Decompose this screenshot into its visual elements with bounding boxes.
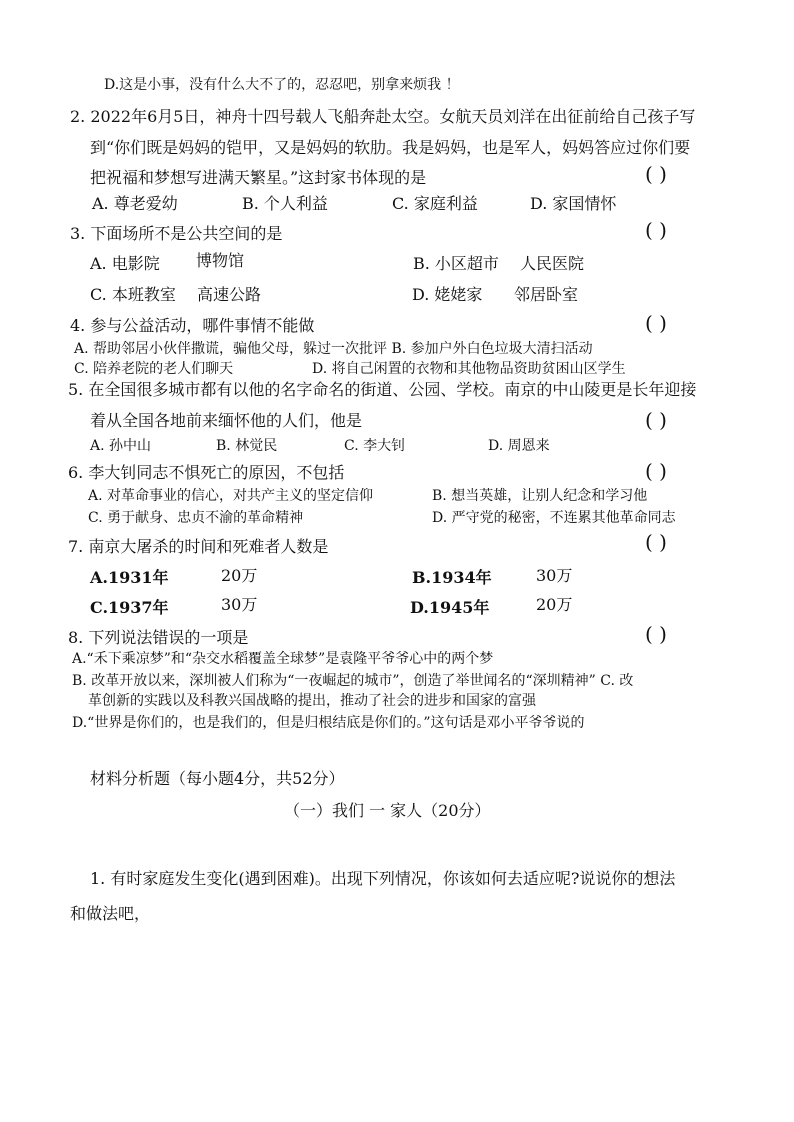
analysis-q1-line2: 和做法吧， (70, 904, 151, 923)
q7-option-b-num: 30万 (536, 566, 573, 585)
q2-option-a: A. 尊老爱幼 (92, 194, 178, 213)
q6-option-c: C. 勇于献身、忠贞不渝的革命精神 (88, 510, 304, 526)
q7-option-c-num: 30万 (221, 595, 258, 614)
q2-option-c: C. 家庭利益 (392, 194, 478, 213)
q8-option-b-line2: 革创新的实践以及科教兴国战略的提出，推动了社会的进步和国家的富强 (88, 693, 536, 709)
q7-option-a-year: A.1931年 (90, 568, 169, 587)
q3-option-c: C. 本班教室 (90, 285, 176, 304)
q4-option-c: C. 陪养老院的老人们聊天 (74, 361, 234, 377)
q3-option-a-second: 博物馆 (196, 251, 245, 270)
q3-option-b: B. 小区超市 (413, 254, 499, 273)
q4-stem: 4. 参与公益活动，哪件事情不能做 (70, 316, 315, 335)
q3-option-d-second: 邻居卧室 (514, 285, 579, 304)
q5-option-c: C. 李大钊 (344, 438, 406, 454)
analysis-q1-line1: 1. 有时家庭发生变化(遇到困难)。出现下列情况，你该如何去适应呢?说说你的想法 (90, 869, 676, 888)
q2-stem-line1: 2. 2022年6月5日，神舟十四号载人飞船奔赴太空。女航天员刘洋在出征前给自己孩子写 (70, 107, 696, 126)
q5-stem-line2: 着从全国各地前来缅怀他的人们，他是 (90, 411, 363, 430)
q2-option-b: B. 个人利益 (242, 194, 328, 213)
q7-option-b-year: B.1934年 (412, 568, 492, 587)
q2-option-d: D. 家国情怀 (530, 194, 617, 213)
q2-stem-line3: 把祝福和梦想写进满天繁星。”这封家书体现的是 (90, 168, 427, 187)
q5-option-a: A. 孙中山 (90, 438, 152, 454)
q7-stem: 7. 南京大屠杀的时间和死难者人数是 (68, 537, 329, 556)
q8-stem: 8. 下列说法错误的一项是 (68, 628, 249, 647)
q7-option-c-year: C.1937年 (90, 598, 169, 617)
q8-option-a: A.“禾下乘凉梦”和“杂交水稻覆盖全球梦”是袁隆平爷爷心中的两个梦 (72, 651, 494, 667)
q5-option-d: D. 周恩来 (488, 438, 550, 454)
q3-answer-paren: ( ) (645, 218, 667, 242)
q7-option-a-num: 20万 (221, 566, 258, 585)
q4-option-d: D. 将自己闲置的衣物和其他物品资助贫困山区学生 (312, 361, 626, 377)
section-title: 材料分析题（每小题4分，共52分） (90, 769, 345, 788)
q7-option-d-year: D.1945年 (410, 598, 490, 617)
q2-answer-paren: ( ) (645, 162, 667, 186)
q3-option-d: D. 姥姥家 (412, 285, 483, 304)
q6-option-d: D. 严守党的秘密，不连累其他革命同志 (432, 510, 676, 526)
q5-answer-paren: ( ) (645, 408, 667, 432)
q4-options-ab: A. 帮助邻居小伙伴撒谎，骗他父母，躲过一次批评 B. 参加户外白色垃圾大清扫活动 (74, 341, 593, 357)
q2-stem-line2: 到“你们既是妈妈的铠甲，又是妈妈的软肋。我是妈妈，也是军人，妈妈答应过你们要 (90, 138, 691, 157)
q6-option-a: A. 对革命事业的信心，对共产主义的坚定信仰 (88, 488, 374, 504)
q8-option-d: D.“世界是你们的，也是我们的，但是归根结底是你们的。”这句话是邓小平爷爷说的 (72, 715, 585, 731)
q7-option-d-num: 20万 (536, 595, 573, 614)
q7-answer-paren: ( ) (645, 530, 667, 554)
q5-stem-line1: 5. 在全国很多城市都有以他的名字命名的街道、公园、学校。南京的中山陵更是长年迎接 (68, 380, 697, 399)
q6-option-b: B. 想当英雄，让别人纪念和学习他 (432, 488, 648, 504)
q6-answer-paren: ( ) (645, 459, 667, 483)
q5-option-b: B. 林觉民 (216, 438, 278, 454)
q3-option-c-second: 高速公路 (197, 285, 262, 304)
q3-option-b-second: 人民医院 (520, 254, 585, 273)
q3-option-a: A. 电影院 (90, 254, 160, 273)
q8-answer-paren: ( ) (645, 622, 667, 646)
q1-option-d: D.这是小事，没有什么大不了的，忍忍吧，别拿来烦我 ！ (104, 77, 460, 93)
q4-answer-paren: ( ) (645, 311, 667, 335)
section-subtitle: （一）我们 一 家人（20分） (284, 801, 491, 820)
q6-stem: 6. 李大钊同志不惧死亡的原因，不包括 (68, 463, 345, 482)
q3-stem: 3. 下面场所不是公共空间的是 (70, 224, 283, 243)
q8-option-b-line1: B. 改革开放以来，深圳被人们称为“一夜崛起的城市”，创造了举世闻名的“深圳精神” C. 改 (72, 673, 634, 689)
